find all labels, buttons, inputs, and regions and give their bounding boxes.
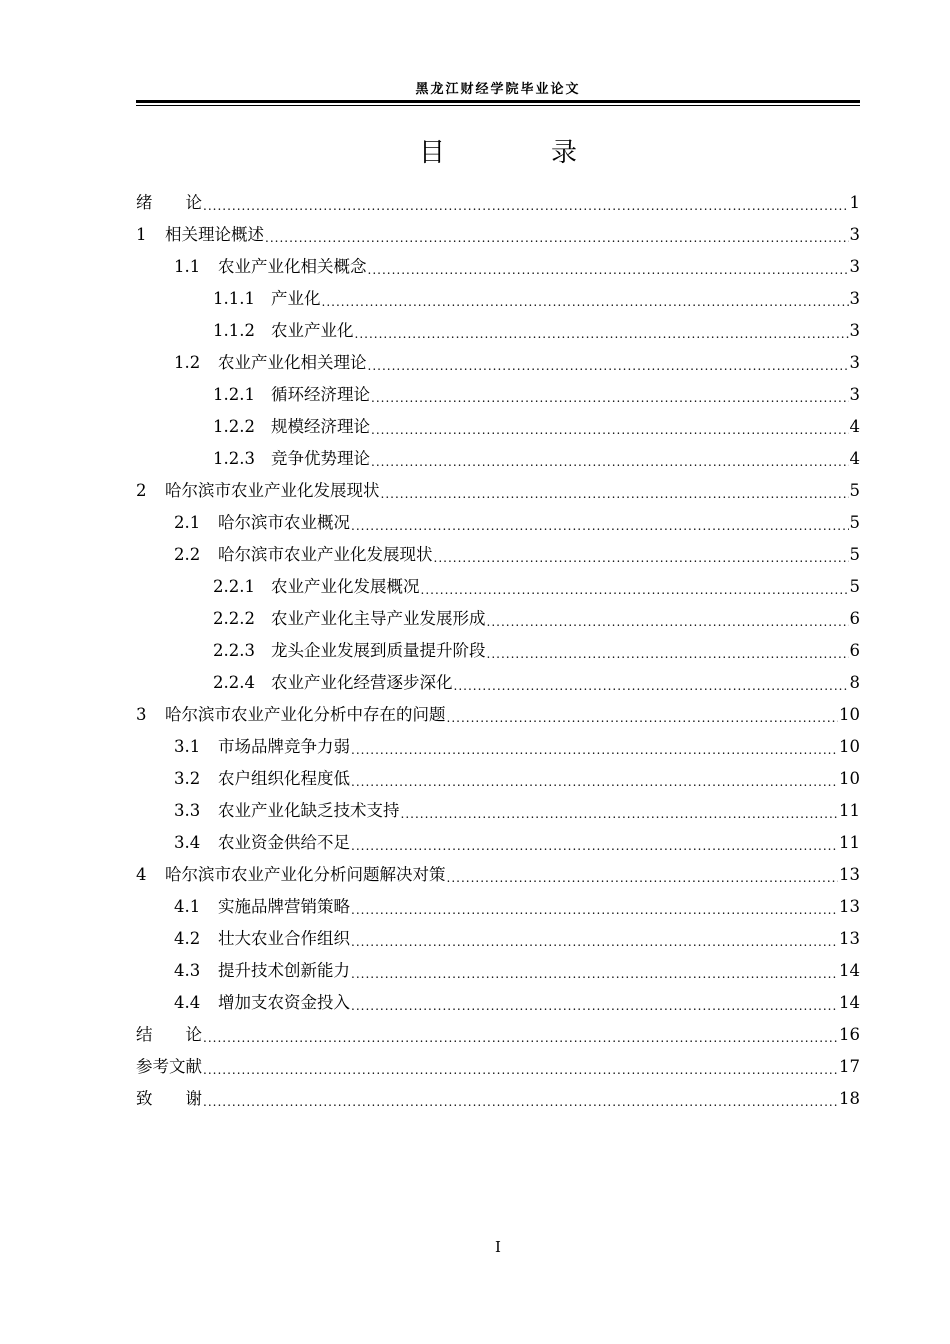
toc-entry-page: 11 [839, 801, 860, 820]
toc-dot-leader [355, 321, 849, 347]
toc-entry-label: 结 论 [136, 1025, 202, 1044]
toc-entry-label: 农业产业化经营逐步深化 [271, 673, 453, 692]
toc-entry-label: 竞争优势理论 [271, 449, 370, 468]
toc-entry[interactable] [136, 987, 860, 1019]
toc-entry-number: 1.1.1 [213, 289, 255, 308]
toc-entry-page: 5 [849, 481, 860, 500]
toc-entry-label: 哈尔滨市农业产业化分析问题解决对策 [165, 865, 446, 884]
toc-entry-label: 农业产业化主导产业发展形成 [271, 609, 486, 628]
toc-entry[interactable] [136, 539, 860, 571]
toc-entry-number: 1.1.2 [213, 321, 255, 340]
toc-entry-label: 农业资金供给不足 [218, 833, 350, 852]
toc-entry-page: 5 [849, 577, 860, 596]
toc-entry[interactable] [136, 731, 860, 763]
toc-entry-page: 14 [839, 961, 860, 980]
toc-dot-leader [381, 481, 849, 507]
toc-entry-label: 市场品牌竞争力弱 [218, 737, 350, 756]
toc-entry-label: 参考文献 [136, 1057, 202, 1076]
toc-entry-label: 哈尔滨市农业概况 [218, 513, 350, 532]
toc-dot-leader [351, 929, 838, 955]
toc-entry-page: 14 [839, 993, 860, 1012]
toc-entry-page: 13 [839, 929, 860, 948]
toc-entry-number: 4.1 [174, 897, 201, 916]
toc-entry-number: 1.1 [174, 257, 201, 276]
toc-entry-number: 2.1 [174, 513, 201, 532]
toc-dot-leader [371, 385, 849, 411]
toc-title: 目 录 [418, 138, 617, 168]
toc-entry-page: 13 [839, 865, 860, 884]
toc-entry[interactable] [136, 1083, 860, 1115]
toc-dot-leader [351, 737, 838, 763]
toc-entry[interactable] [136, 379, 860, 411]
toc-entry[interactable] [136, 635, 860, 667]
toc-entry[interactable] [136, 187, 860, 219]
table-of-contents [136, 187, 860, 1115]
toc-entry-number: 1.2.1 [213, 385, 255, 404]
toc-entry[interactable] [136, 507, 860, 539]
toc-entry-page: 17 [839, 1057, 860, 1076]
toc-entry-number: 3.1 [174, 737, 201, 756]
toc-dot-leader [203, 193, 849, 219]
toc-entry[interactable] [136, 1051, 860, 1083]
toc-entry-label: 壮大农业合作组织 [218, 929, 350, 948]
toc-dot-leader [351, 897, 838, 923]
toc-entry-number: 3.4 [174, 833, 201, 852]
toc-entry[interactable] [136, 859, 860, 891]
toc-entry[interactable] [136, 475, 860, 507]
toc-entry[interactable] [136, 795, 860, 827]
toc-entry-number: 2.2.2 [213, 609, 255, 628]
toc-entry-number: 3.3 [174, 801, 201, 820]
header-rule-thin [136, 105, 860, 106]
toc-entry-page: 18 [839, 1089, 860, 1108]
toc-entry-page: 10 [839, 769, 860, 788]
toc-dot-leader [401, 801, 839, 827]
toc-entry-page: 3 [849, 385, 860, 404]
toc-entry-number: 4.2 [174, 929, 201, 948]
toc-entry[interactable] [136, 955, 860, 987]
toc-dot-leader [203, 1057, 838, 1083]
toc-entry-label: 龙头企业发展到质量提升阶段 [271, 641, 486, 660]
toc-dot-leader [368, 353, 849, 379]
toc-entry[interactable] [136, 891, 860, 923]
toc-entry[interactable] [136, 443, 860, 475]
toc-entry[interactable] [136, 699, 860, 731]
toc-entry-number: 4 [136, 865, 147, 884]
toc-entry-number: 4.3 [174, 961, 201, 980]
toc-entry-label: 提升技术创新能力 [218, 961, 350, 980]
toc-entry-page: 3 [849, 321, 860, 340]
toc-entry[interactable] [136, 763, 860, 795]
toc-entry-page: 6 [849, 641, 860, 660]
toc-dot-leader [447, 865, 839, 891]
toc-entry[interactable] [136, 251, 860, 283]
toc-dot-leader [368, 257, 849, 283]
toc-entry-label: 循环经济理论 [271, 385, 370, 404]
toc-entry-page: 5 [849, 545, 860, 564]
toc-entry[interactable] [136, 571, 860, 603]
toc-dot-leader [487, 609, 849, 635]
toc-dot-leader [351, 993, 838, 1019]
toc-entry-page: 1 [849, 193, 860, 212]
toc-entry-number: 1.2.2 [213, 417, 255, 436]
toc-entry-label: 农业产业化相关理论 [218, 353, 367, 372]
toc-entry-number: 2.2.4 [213, 673, 255, 692]
toc-entry-page: 5 [849, 513, 860, 532]
page-number: I [495, 1238, 501, 1256]
toc-entry-number: 2 [136, 481, 147, 500]
toc-entry-page: 8 [849, 673, 860, 692]
toc-entry[interactable] [136, 1019, 860, 1051]
toc-entry-page: 10 [839, 737, 860, 756]
toc-entry-page: 16 [839, 1025, 860, 1044]
toc-entry-label: 规模经济理论 [271, 417, 370, 436]
toc-entry-page: 3 [849, 225, 860, 244]
toc-entry-label: 实施品牌营销策略 [218, 897, 350, 916]
toc-entry-label: 农业产业化缺乏技术支持 [218, 801, 400, 820]
toc-entry-number: 2.2.3 [213, 641, 255, 660]
toc-entry-number: 3.2 [174, 769, 201, 788]
toc-entry-label: 绪 论 [136, 193, 202, 212]
toc-entry[interactable] [136, 827, 860, 859]
toc-entry-page: 3 [849, 289, 860, 308]
toc-entry-number: 1.2 [174, 353, 201, 372]
toc-entry-page: 11 [839, 833, 860, 852]
toc-entry-page: 3 [849, 257, 860, 276]
toc-entry-label: 致 谢 [136, 1089, 202, 1108]
toc-dot-leader [265, 225, 849, 251]
toc-dot-leader [371, 449, 849, 475]
toc-entry-page: 13 [839, 897, 860, 916]
toc-entry-label: 农业产业化 [271, 321, 354, 340]
toc-entry-number: 2.2.1 [213, 577, 255, 596]
toc-dot-leader [447, 705, 839, 731]
toc-dot-leader [421, 577, 849, 603]
toc-entry[interactable] [136, 315, 860, 347]
toc-entry-page: 10 [839, 705, 860, 724]
toc-entry[interactable] [136, 219, 860, 251]
toc-dot-leader [351, 961, 838, 987]
toc-dot-leader [487, 641, 849, 667]
toc-entry-page: 6 [849, 609, 860, 628]
toc-entry[interactable] [136, 283, 860, 315]
toc-dot-leader [454, 673, 849, 699]
toc-entry-label: 农业产业化发展概况 [271, 577, 420, 596]
toc-entry-label: 农业产业化相关概念 [218, 257, 367, 276]
toc-entry-label: 哈尔滨市农业产业化分析中存在的问题 [165, 705, 446, 724]
toc-entry[interactable] [136, 923, 860, 955]
toc-dot-leader [434, 545, 849, 571]
toc-entry-page: 4 [849, 449, 860, 468]
toc-entry-number: 3 [136, 705, 147, 724]
toc-entry-number: 2.2 [174, 545, 201, 564]
toc-dot-leader [322, 289, 849, 315]
toc-entry[interactable] [136, 347, 860, 379]
toc-entry-page: 3 [849, 353, 860, 372]
toc-dot-leader [203, 1089, 838, 1115]
header-rule-thick [136, 100, 860, 103]
toc-entry-number: 1.2.3 [213, 449, 255, 468]
toc-entry-page: 4 [849, 417, 860, 436]
toc-entry-label: 哈尔滨市农业产业化发展现状 [218, 545, 433, 564]
toc-dot-leader [351, 769, 838, 795]
toc-dot-leader [351, 513, 849, 539]
running-header: 黑龙江财经学院毕业论文 [415, 82, 581, 97]
toc-dot-leader [371, 417, 849, 443]
toc-entry[interactable] [136, 667, 860, 699]
toc-entry-label: 增加支农资金投入 [218, 993, 350, 1012]
toc-entry[interactable] [136, 411, 860, 443]
toc-entry-number: 4.4 [174, 993, 201, 1012]
toc-entry-label: 哈尔滨市农业产业化发展现状 [165, 481, 380, 500]
toc-dot-leader [351, 833, 838, 859]
toc-entry[interactable] [136, 603, 860, 635]
toc-dot-leader [203, 1025, 838, 1051]
toc-entry-label: 农户组织化程度低 [218, 769, 350, 788]
toc-entry-label: 产业化 [271, 289, 321, 308]
toc-entry-number: 1 [136, 225, 147, 244]
toc-entry-label: 相关理论概述 [165, 225, 264, 244]
